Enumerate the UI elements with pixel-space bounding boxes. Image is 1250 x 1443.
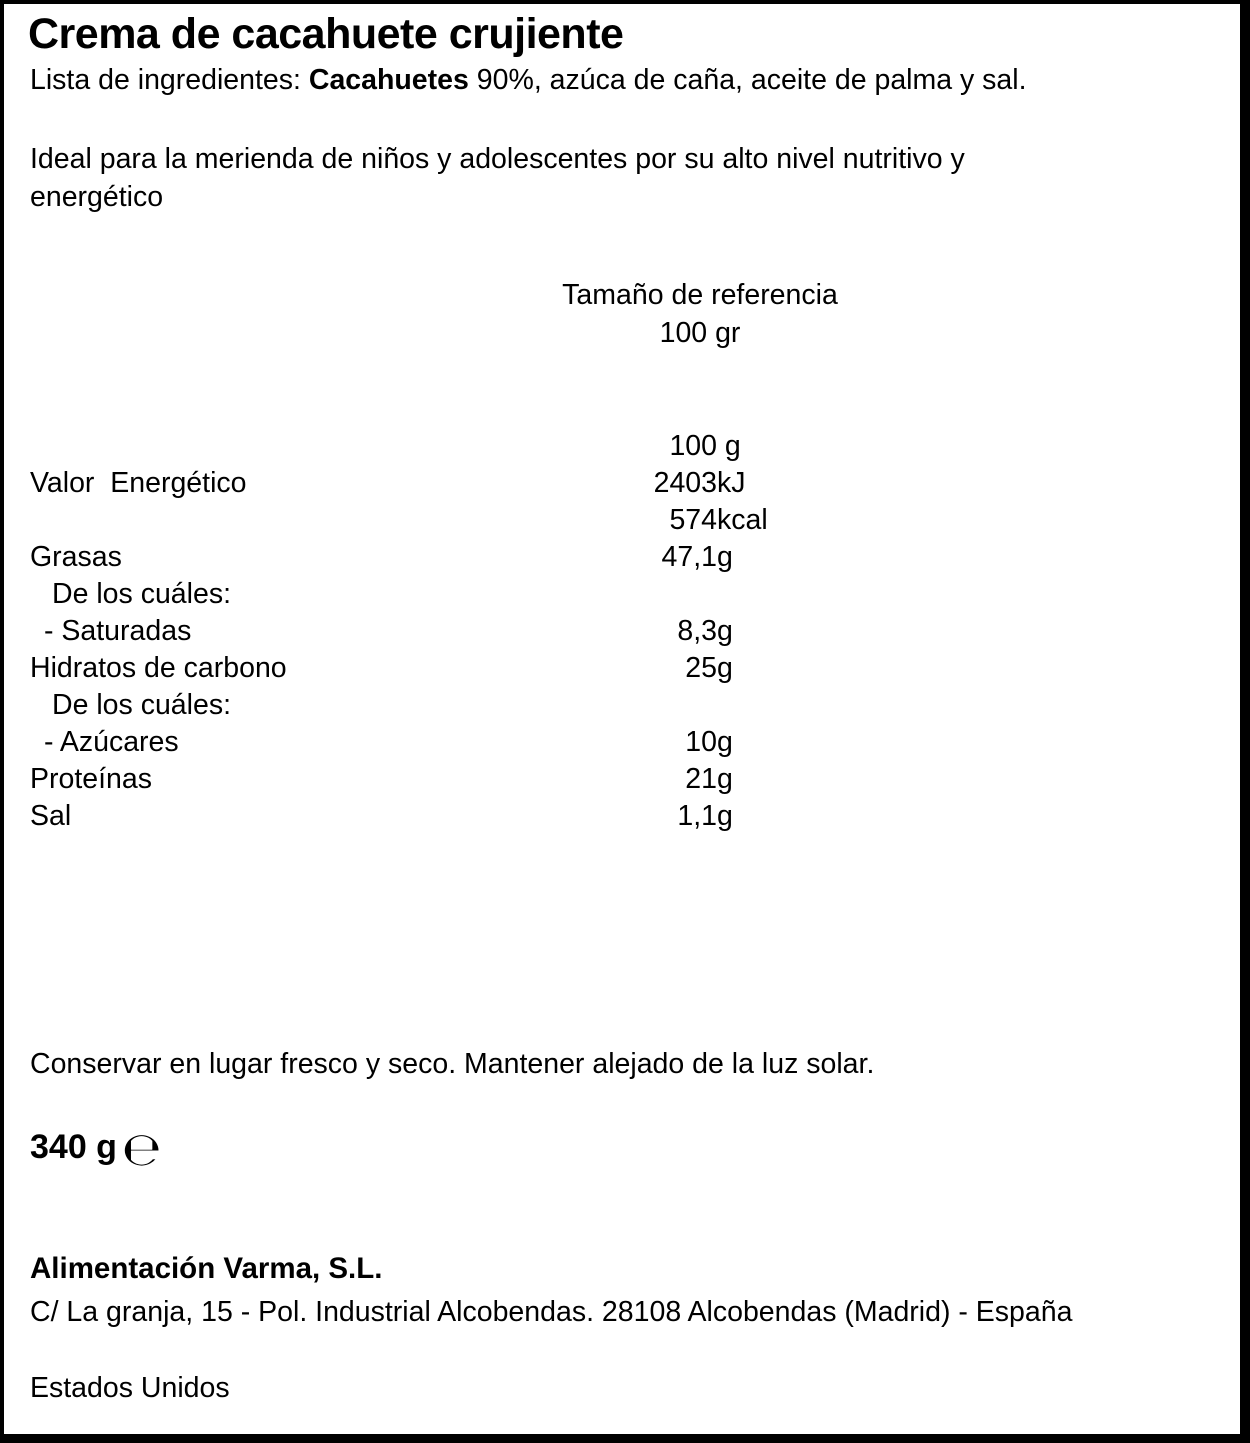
net-weight bbox=[30, 1122, 161, 1176]
nutrition-label: De los cuáles: bbox=[52, 578, 232, 610]
nutrition-number: 10 bbox=[685, 726, 717, 758]
storage-instructions: Conservar en lugar fresco y seco. Mantener alejado de la luz solar. bbox=[30, 1048, 875, 1080]
nutrition-unit: g bbox=[717, 726, 733, 758]
nutrition-header-value bbox=[530, 428, 741, 465]
nutrition-table bbox=[30, 428, 1180, 835]
nutrition-row-sugars bbox=[30, 724, 1180, 761]
nutrition-number: 47,1 bbox=[661, 541, 717, 573]
nutrition-label: De los cuáles: bbox=[52, 689, 232, 721]
nutrition-number: 574 bbox=[669, 504, 717, 536]
nutrition-row-of-which-fat bbox=[30, 576, 1180, 613]
reference-size-amount: 100 gr bbox=[659, 317, 741, 349]
nutrition-value bbox=[530, 724, 733, 761]
nutrition-number: 2403 bbox=[653, 467, 717, 499]
nutrition-number: 21 bbox=[685, 763, 717, 795]
nutrition-label: - Saturadas bbox=[44, 615, 192, 647]
nutrition-value bbox=[530, 539, 733, 576]
nutrition-row-energy-kj bbox=[30, 465, 1180, 502]
ingredients-line bbox=[30, 64, 1027, 97]
nutrition-unit: g bbox=[717, 615, 733, 647]
nutrition-row-energy-kcal bbox=[30, 502, 1180, 539]
nutrition-label: Sal bbox=[30, 800, 72, 832]
nutrition-value bbox=[530, 465, 746, 502]
nutrition-label: Proteínas bbox=[30, 763, 152, 795]
nutrition-unit: g bbox=[717, 800, 733, 832]
net-weight-value: 340 g bbox=[30, 1128, 117, 1166]
nutrition-number: 8,3 bbox=[677, 615, 717, 647]
description-line-2: energético bbox=[30, 181, 164, 213]
reference-size-block bbox=[300, 276, 1100, 352]
reference-size-title: Tamaño de referencia bbox=[562, 279, 838, 311]
nutrition-row-salt bbox=[30, 798, 1180, 835]
nutrition-row-saturated bbox=[30, 613, 1180, 650]
nutrition-label: Grasas bbox=[30, 541, 122, 573]
nutrition-unit: g bbox=[717, 541, 733, 573]
manufacturer-name: Alimentación Varma, S.L. bbox=[30, 1252, 383, 1285]
nutrition-number: 25 bbox=[685, 652, 717, 684]
nutrition-label: Valor Energético bbox=[30, 467, 247, 499]
nutrition-header-number: 100 bbox=[669, 430, 717, 462]
nutrition-unit: g bbox=[717, 652, 733, 684]
nutrition-row-of-which-carbs bbox=[30, 687, 1180, 724]
nutrition-value bbox=[530, 613, 733, 650]
nutrition-row-fat bbox=[30, 539, 1180, 576]
description-paragraph bbox=[30, 140, 1140, 216]
nutrition-value bbox=[530, 650, 733, 687]
ingredients-highlight: Cacahuetes bbox=[308, 64, 469, 96]
nutrition-unit: g bbox=[717, 763, 733, 795]
nutrition-row-protein bbox=[30, 761, 1180, 798]
nutrition-value bbox=[530, 761, 733, 798]
estimated-sign-icon: ℮ bbox=[121, 1122, 162, 1176]
nutrition-unit: kJ bbox=[717, 467, 746, 499]
ingredients-rest: 90%, azúca de caña, aceite de palma y sal. bbox=[468, 64, 1027, 96]
country-line: Estados Unidos bbox=[30, 1372, 230, 1404]
nutrition-number: 1,1 bbox=[677, 800, 717, 832]
nutrition-column-header bbox=[30, 428, 1180, 465]
description-line-1: Ideal para la merienda de niños y adolescentes por su alto nivel nutritivo y bbox=[30, 143, 965, 175]
nutrition-unit: kcal bbox=[717, 504, 768, 536]
nutrition-label: - Azúcares bbox=[44, 726, 179, 758]
nutrition-value bbox=[530, 798, 733, 835]
nutrition-row-carbohydrates bbox=[30, 650, 1180, 687]
nutrition-value bbox=[530, 502, 768, 539]
manufacturer-address: C/ La granja, 15 - Pol. Industrial Alcobendas. 28108 Alcobendas (Madrid) - España bbox=[30, 1296, 1073, 1328]
product-title: Crema de cacahuete crujiente bbox=[28, 10, 624, 58]
nutrition-label: Hidratos de carbono bbox=[30, 652, 287, 684]
nutrition-header-unit: g bbox=[717, 430, 741, 462]
ingredients-prefix: Lista de ingredientes: bbox=[30, 64, 309, 96]
